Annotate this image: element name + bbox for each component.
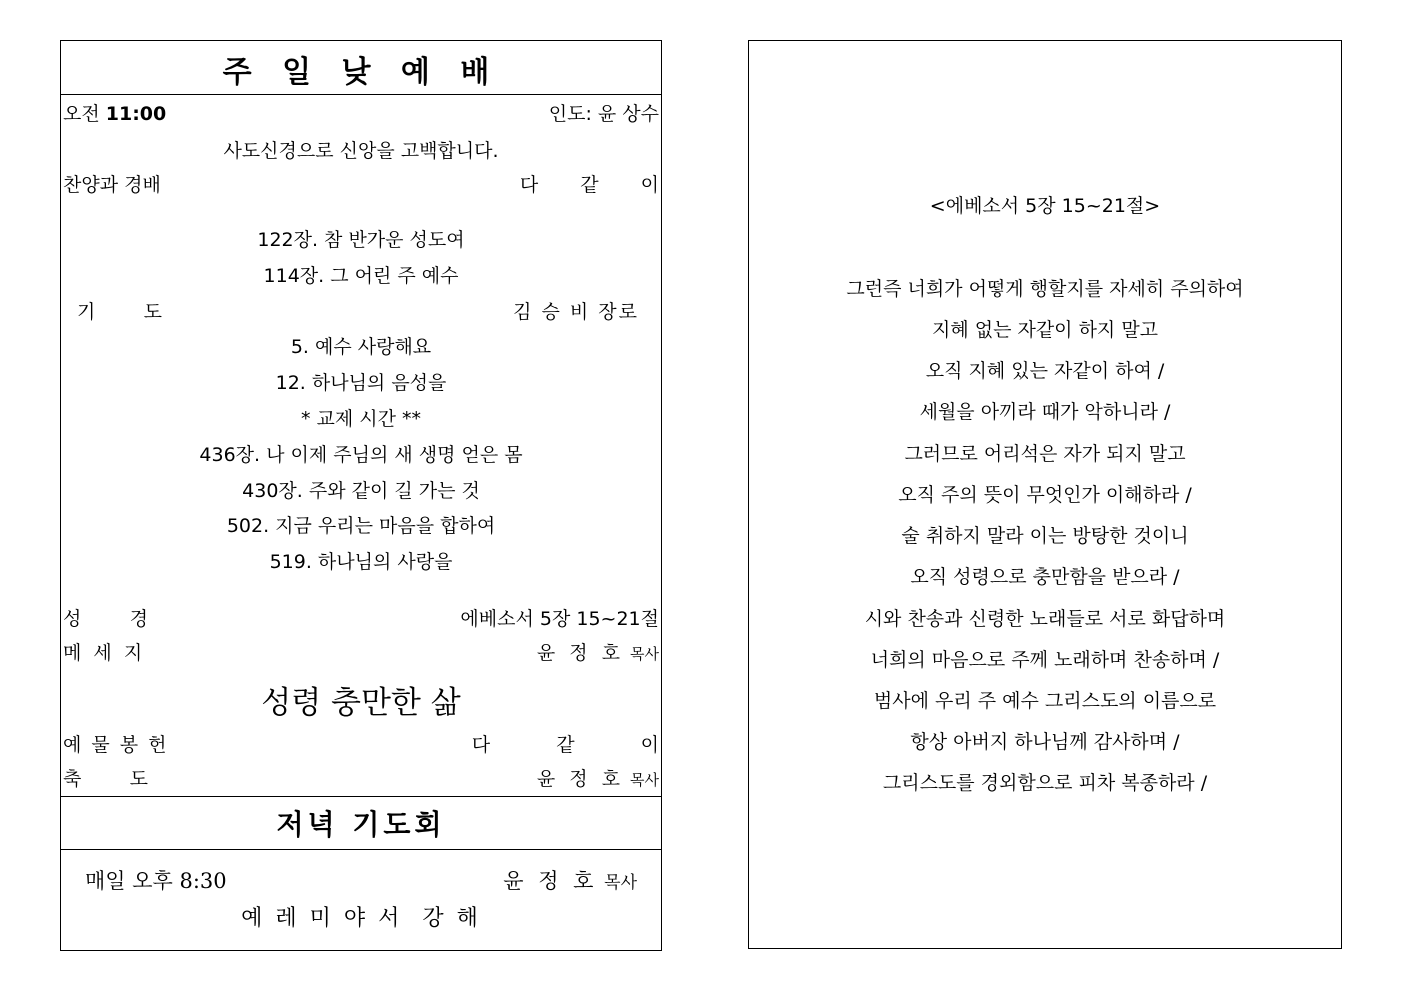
prayer-label: 기 도 — [77, 301, 163, 323]
song-6: 519. 하나님의 사랑을 — [269, 551, 453, 573]
evening-row — [61, 867, 661, 895]
song-4: 430장. 주와 같이 길 가는 것 — [242, 480, 480, 502]
evening-role: 목사 — [604, 873, 637, 893]
bulletin-order-panel — [60, 40, 677, 951]
divider — [61, 849, 661, 850]
verse-line: 오직 지혜 있는 자같이 하여 / — [925, 360, 1165, 382]
creed-line: 사도신경으로 신앙을 고백합니다. — [223, 140, 499, 162]
praise-label: 찬양과 경배 — [63, 174, 161, 196]
scripture-label: 성 경 — [63, 608, 149, 630]
sermon-title: 성령 충만한 삶 — [261, 685, 461, 721]
song-3: 436장. 나 이제 주님의 새 생명 얻은 몸 — [199, 444, 523, 466]
praise-who: 다 같 이 — [519, 174, 677, 196]
song-5: 502. 지금 우리는 마음을 합하여 — [226, 515, 496, 537]
fellowship-note: * 교제 시간 ** — [300, 408, 422, 430]
verse-line: 세월을 아끼라 때가 악하니라 / — [919, 401, 1171, 423]
offering-label: 예 물 봉 헌 — [63, 734, 169, 756]
divider — [61, 796, 661, 797]
hymn-1: 122장. 참 반가운 성도여 — [257, 229, 465, 251]
prayer-row — [61, 298, 661, 326]
message-row — [61, 639, 661, 667]
evening-study: 예 레 미 야 서 강 해 — [241, 906, 481, 931]
offering-row — [61, 731, 677, 759]
benediction-label: 축 도 — [63, 768, 149, 790]
benediction-who: 윤 정 호 — [536, 768, 624, 790]
scripture-heading: <에베소서 5장 15~21절> — [929, 195, 1161, 217]
benediction-row — [61, 765, 661, 793]
verse-line: 시와 찬송과 신령한 노래들로 서로 화답하며 — [864, 608, 1226, 630]
verse-line: 오직 주의 뜻이 무엇인가 이해하라 / — [898, 484, 1192, 506]
prayer-who: 김 승 비 장로 — [513, 301, 639, 323]
time-label: 오전 — [63, 103, 100, 125]
song-2: 12. 하나님의 음성을 — [275, 372, 447, 394]
verse-line: 술 취하지 말라 이는 방탕한 것이니 — [901, 525, 1189, 547]
evening-time: 매일 오후 8:30 — [85, 869, 227, 893]
verse-line: 너희의 마음으로 주께 노래하며 찬송하며 / — [870, 649, 1220, 671]
message-who: 윤 정 호 — [536, 642, 624, 664]
message-label: 메 세 지 — [63, 642, 143, 664]
verse-line: 범사에 우리 주 예수 그리스도의 이름으로 — [873, 690, 1217, 712]
verse-line: 항상 아버지 하나님께 감사하며 / — [910, 731, 1180, 753]
leader: 인도: 윤 상수 — [548, 103, 659, 125]
time-value: 11:00 — [105, 103, 167, 125]
verse-line: 그리스도를 경외함으로 피차 복종하라 / — [882, 772, 1208, 794]
divider — [61, 94, 661, 95]
verse-line: 오직 성령으로 충만함을 받으라 / — [910, 566, 1180, 588]
evening-who: 윤 정 호 — [503, 869, 598, 893]
benediction-role: 목사 — [630, 771, 659, 789]
verse-line: 그런즉 너희가 어떻게 행할지를 자세히 주의하여 — [846, 278, 1244, 300]
verse-line: 지혜 없는 자같이 하지 말고 — [931, 319, 1159, 341]
worship-title: 주 일 낮 예 배 — [222, 55, 500, 90]
song-1: 5. 예수 사랑해요 — [290, 336, 432, 358]
offering-who: 다 같 이 — [471, 734, 677, 756]
scripture-ref: 에베소서 5장 15~21절 — [460, 608, 659, 630]
message-role: 목사 — [630, 645, 659, 663]
scripture-panel — [748, 40, 1342, 949]
scripture-row — [61, 605, 661, 633]
verse-line: 그러므로 어리석은 자가 되지 말고 — [904, 443, 1186, 465]
hymn-2: 114장. 그 어린 주 예수 — [263, 265, 459, 287]
evening-title: 저녁 기도회 — [276, 808, 446, 841]
praise-row — [61, 171, 677, 199]
time-row — [61, 100, 661, 128]
